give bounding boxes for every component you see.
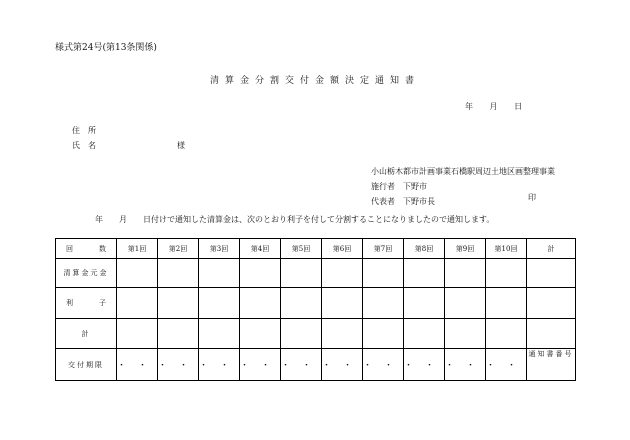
column-header: 第10回 (486, 239, 527, 259)
table-cell (486, 259, 527, 288)
principal-row-label: 清算金元金 (56, 259, 117, 288)
table-cell (445, 288, 486, 319)
table-cell (363, 319, 404, 349)
table-cell (158, 259, 199, 288)
column-header-total: 計 (527, 239, 576, 259)
table-cell (322, 288, 363, 319)
table-cell (199, 259, 240, 288)
table-cell (404, 259, 445, 288)
table-cell (117, 288, 158, 319)
project-name: 小山栃木都市計画事業石橋駅周辺土地区画整理事業 (371, 167, 555, 176)
deadline-date-cell: ・・ (117, 349, 158, 381)
table-row (56, 259, 576, 288)
table-cell (363, 288, 404, 319)
table-cell (281, 259, 322, 288)
table-cell (486, 319, 527, 349)
table-cell (240, 288, 281, 319)
notice-text: 年 月 日付けで通知した清算金は、次のとおり利子を付して分割することになりましたので通知します。 (95, 215, 495, 224)
total-row-label: 計 (56, 319, 117, 349)
issue-date-line: 年 月 日 (465, 102, 523, 111)
table-cell (199, 319, 240, 349)
table-cell (158, 319, 199, 349)
table-cell (199, 288, 240, 319)
deadline-date-cell: ・・ (404, 349, 445, 381)
deadline-date-cell: ・・ (281, 349, 322, 381)
interest-label-char-2: 子 (99, 299, 106, 307)
deadline-date-cell: ・・ (158, 349, 199, 381)
deadline-date-cell: ・・ (199, 349, 240, 381)
table-cell (363, 259, 404, 288)
interest-row-label (56, 288, 117, 319)
table-cell (404, 319, 445, 349)
name-label: 氏名 (72, 141, 104, 150)
deadline-date-cell: ・・ (240, 349, 281, 381)
notice-number-cell: 通知書番号 (527, 349, 576, 381)
deadline-row-label: 交付期限 (56, 349, 117, 381)
table-cell (322, 319, 363, 349)
deadline-date-cell: ・・ (363, 349, 404, 381)
column-header: 第8回 (404, 239, 445, 259)
operator-name: 施行者 下野市 (371, 182, 427, 191)
interest-label-char-1: 利 (66, 299, 73, 307)
seal-mark: 印 (528, 193, 536, 202)
table-cell (445, 259, 486, 288)
deadline-date-cell: ・・ (486, 349, 527, 381)
column-header: 第7回 (363, 239, 404, 259)
column-header: 第9回 (445, 239, 486, 259)
count-header-char-1: 回 (66, 244, 73, 253)
table-cell (240, 259, 281, 288)
installment-table (55, 238, 576, 381)
table-cell (322, 259, 363, 288)
table-cell (404, 288, 445, 319)
table-cell (445, 319, 486, 349)
deadline-date-cell: ・・ (322, 349, 363, 381)
column-header: 第3回 (199, 239, 240, 259)
table-row (56, 288, 576, 319)
table-row (56, 349, 576, 381)
table-cell (527, 288, 576, 319)
representative-name: 代表者 下野市長 (371, 197, 435, 206)
table-cell (117, 259, 158, 288)
column-header: 第1回 (117, 239, 158, 259)
deadline-date-cell: ・・ (445, 349, 486, 381)
column-header: 第4回 (240, 239, 281, 259)
table-cell (281, 319, 322, 349)
table-cell (527, 319, 576, 349)
column-header: 第6回 (322, 239, 363, 259)
count-header-char-2: 数 (99, 244, 106, 253)
table-row (56, 319, 576, 349)
form-number: 様式第24号(第13条関係) (55, 43, 157, 53)
table-cell (240, 319, 281, 349)
address-label: 住所 (72, 126, 104, 135)
count-header-cell (56, 239, 117, 259)
document-title: 清算金分割交付金額決定通知書 (209, 76, 420, 86)
column-header: 第5回 (281, 239, 322, 259)
column-header: 第2回 (158, 239, 199, 259)
honorific: 様 (177, 141, 185, 150)
table-cell (486, 288, 527, 319)
table-cell (281, 288, 322, 319)
table-cell (158, 288, 199, 319)
table-header-row (56, 239, 576, 259)
table-cell (117, 319, 158, 349)
table-cell (527, 259, 576, 288)
